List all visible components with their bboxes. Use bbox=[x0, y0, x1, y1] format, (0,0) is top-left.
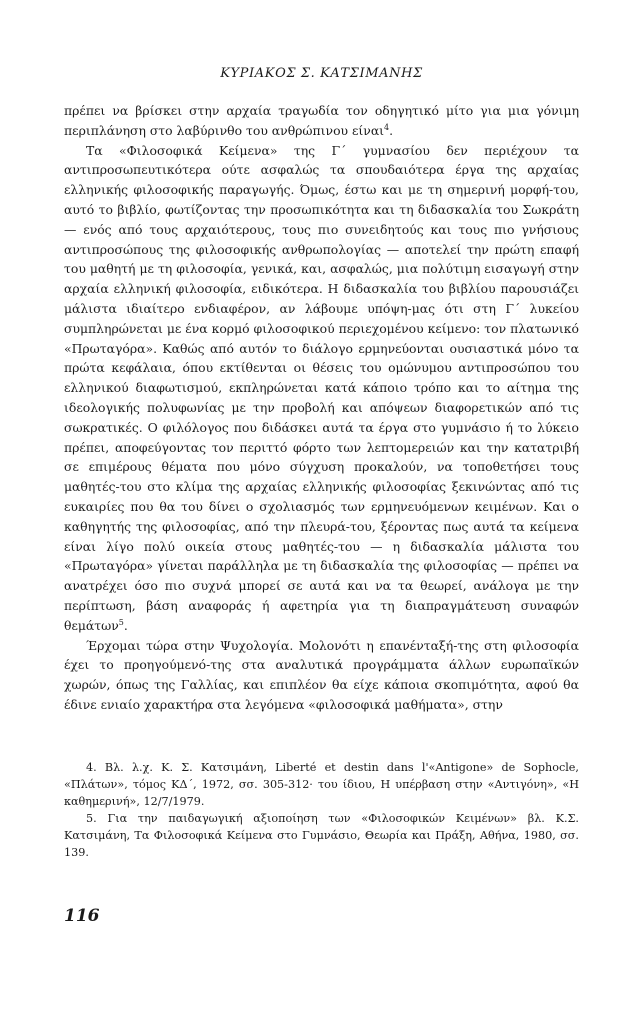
paragraph: πρέπει να βρίσκει στην αρχαία τραγωδία τον οδηγητικό μίτο για μια γόνιμη περιπλάνηση στο λαβύρινθο του ανθρώπινου είναι$^4$. bbox=[64, 103, 579, 138]
page-number: 116 bbox=[64, 906, 100, 926]
footnote: 4. Βλ. λ.χ. Κ. Σ. Κατσιμάνη, Liberté et destin dans l'«Antigone» de Sophocle, «Πλάτων», τόμος ΚΔ΄, 1972, σσ. 305-312· του ίδιου, Η υπέρβαση στην «Αντιγόνη», «Η καθημερινή», 12/7/1979. bbox=[64, 760, 579, 808]
running-header: ΚΥΡΙΑΚΟΣ Σ. ΚΑΤΣΙΜΑΝΗΣ bbox=[220, 66, 423, 81]
footnote-marker: 5 bbox=[118, 617, 124, 627]
footnote: 5. Για την παιδαγωγική αξιοποίηση των «Φιλοσοφικών Κειμένων» βλ. Κ.Σ. Κατσιμάνη, Τα Φιλοσοφικά Κείμενα στο Γυμνάσιο, Θεωρία και Πράξη, Αθήνα, 1980, σσ. 139. bbox=[64, 811, 579, 859]
paragraph-text: πρέπει να βρίσκει στην αρχαία τραγωδία τον οδηγητικό μίτο για μια γόνιμη περιπλάνηση στο λαβύρινθο του ανθρώπινου είναι bbox=[64, 103, 579, 138]
footnotes bbox=[64, 759, 579, 861]
footnote-marker: 4 bbox=[384, 122, 390, 132]
paragraph bbox=[64, 636, 579, 715]
paragraph-text: Τα «Φιλοσοφικά Κείμενα» της Γ΄ γυμνασίου δεν περιέχουν τα αντιπροσωπευτικότερα ούτε ασφαλώς τα σπουδαιότερα έργα της αρχαίας ελληνικής φιλοσοφικής παραγωγής. Όμως, έστω και με τη σημερινή μορφή-του, αυτό το βιβλίο, φωτίζοντας την προσωπικότητα και τη διδασκαλία του Σωκράτη — ενός από τους αρχαιότερους, τους πιο συνειδητούς και τους πιο γνήσιους αντιπροσώπους της φιλοσοφικής ανθρωπολογίας — αποτελεί την πρώτη επαφή του μαθητή με τη φιλοσοφία, γενικά, και, ασφαλώς, μια πολύτιμη εισαγωγή στην αρχαία ελληνική φιλοσοφία, ειδικότερα. Η διδασκαλία του βιβλίου παρουσιάζει μάλιστα ιδιαίτερο ενδιαφέρον, αν λάβουμε υπόψη-μας ότι στη Γ΄ λυκείου συμπληρώνεται με ένα κορμό φιλοσοφικού περιεχομένου κείμενο: τον πλατωνικό «Πρωταγόρα». Καθώς από αυτόν το διάλογο ερμηνεύονται ουσιαστικά μόνο τα πρώτα κεφάλαια, όπου εκτίθενται οι θέσεις του ομώνυμου αντιπροσώπου του ελληνικού διαφωτισμού, εκπληρώνεται κατά κάποιο τρόπο και το αίτημα της ιδεολογικής πολυφωνίας με την προβολή και απόψεων διαφορετικών από τις σωκρατικές. Ο φιλόλογος που διδάσκει αυτά τα έργα στο γυμνάσιο ή το λύκειο πρέπει, αποφεύγοντας τον περιττό φόρτο των λεπτομερειών και την κατατριβή σε επιμέρους θέματα που μόνο σύγχυση προκαλούν, να τοποθετήσει τους μαθητές-του στο κλίμα της αρχαίας ελληνικής φιλοσοφίας ξεκινώντας από τις ευκαιρίες που θα του δίνει ο σχολιασμός των ερμηνευόμενων κειμένων. Και ο καθηγητής της φιλοσοφίας, από την πλευρά-του, ξέροντας πως αυτά τα κείμενα είναι λίγο πολύ οικεία στους μαθητές-του — η διδασκαλία μάλιστα του «Πρωταγόρα» γίνεται παράλληλα με τη διδασκαλία της φιλοσοφίας — πρέπει να ανατρέχει όσο πιο συχνά μπορεί σε αυτά και να τα θεωρεί, ανάλογα με την περίπτωση, βάση αναφοράς ή αφετηρία για τη διαπραγμάτευση συναφών θεμάτων bbox=[64, 142, 579, 633]
paragraph: Τα «Φιλοσοφικά Κείμενα» της Γ΄ γυμνασίου δεν περιέχουν τα αντιπροσωπευτικότερα ούτε ασφαλώς τα σπουδαιότερα έργα της αρχαίας ελληνικής φιλοσοφικής παραγωγής. Όμως, έστω και με τη σημερινή μορφή-του, αυτό το βιβλίο, φωτίζοντας την προσωπικότητα και τη διδασκαλία του Σωκράτη — ενός από τους αρχαιότερους, τους πιο συνειδητούς και τους πιο γνήσιους αντιπροσώπους της φιλοσοφικής ανθρωπολογίας — αποτελεί την πρώτη επαφή του μαθητή με τη φιλοσοφία, γενικά, και, ασφαλώς, μια πολύτιμη εισαγωγή στην αρχαία ελληνική φιλοσοφία, ειδικότερα. Η διδασκαλία του βιβλίου παρουσιάζει μάλιστα ιδιαίτερο ενδιαφέρον, αν λάβουμε υπόψη-μας ότι στη Γ΄ λυκείου συμπληρώνεται με ένα κορμό φιλοσοφικού περιεχομένου κείμενο: τον πλατωνικό «Πρωταγόρα». Καθώς από αυτόν το διάλογο ερμηνεύονται ουσιαστικά μόνο τα πρώτα κεφάλαια, όπου εκτίθενται οι θέσεις του ομώνυμου αντιπροσώπου του ελληνικού διαφωτισμού, εκπληρώνεται κατά κάποιο τρόπο και το αίτημα της ιδεολογικής πολυφωνίας με την προβολή και απόψεων διαφορετικών από τις σωκρατικές. Ο φιλόλογος που διδάσκει αυτά τα έργα στο γυμνάσιο ή το λύκειο πρέπει, αποφεύγοντας τον περιττό φόρτο των λεπτομερειών και την κατατριβή σε επιμέρους θέματα που μόνο σύγχυση προκαλούν, να τοποθετήσει τους μαθητές-του στο κλίμα της αρχαίας ελληνικής φιλοσοφίας ξεκινώντας από τις ευκαιρίες που θα του δίνει ο σχολιασμός των ερμηνευόμενων κειμένων. Και ο καθηγητής της φιλοσοφίας, από την πλευρά-του, ξέροντας πως αυτά τα κείμενα είναι λίγο πολύ οικεία στους μαθητές-του — η διδασκαλία μάλιστα του «Πρωταγόρα» γίνεται παράλληλα με τη διδασκαλία της φιλοσοφίας — πρέπει να ανατρέχει όσο πιο συχνά μπορεί σε αυτά και να τα θεωρεί, ανάλογα με την περίπτωση, βάση αναφοράς ή αφετηρία για τη διαπραγμάτευση συναφών θεμάτων$^5$. bbox=[64, 142, 579, 633]
body-text bbox=[64, 101, 579, 715]
paragraph-text: Έρχομαι τώρα στην Ψυχολογία. Μολονότι η επανένταξή-της στη φιλοσοφία έχει το προηγούμενό-της στα αναλυτικά προγράμματα άλλων ευρωπαϊκών χωρών, όπως της Γαλλίας, και επιπλέον θα είχε κάποια σκοπιμότητα, αφού θα έδινε ενιαίο χαρακτήρα στα λεγόμενα «φιλοσοφικά μαθήματα», στην bbox=[64, 637, 579, 712]
page-content bbox=[64, 66, 579, 861]
